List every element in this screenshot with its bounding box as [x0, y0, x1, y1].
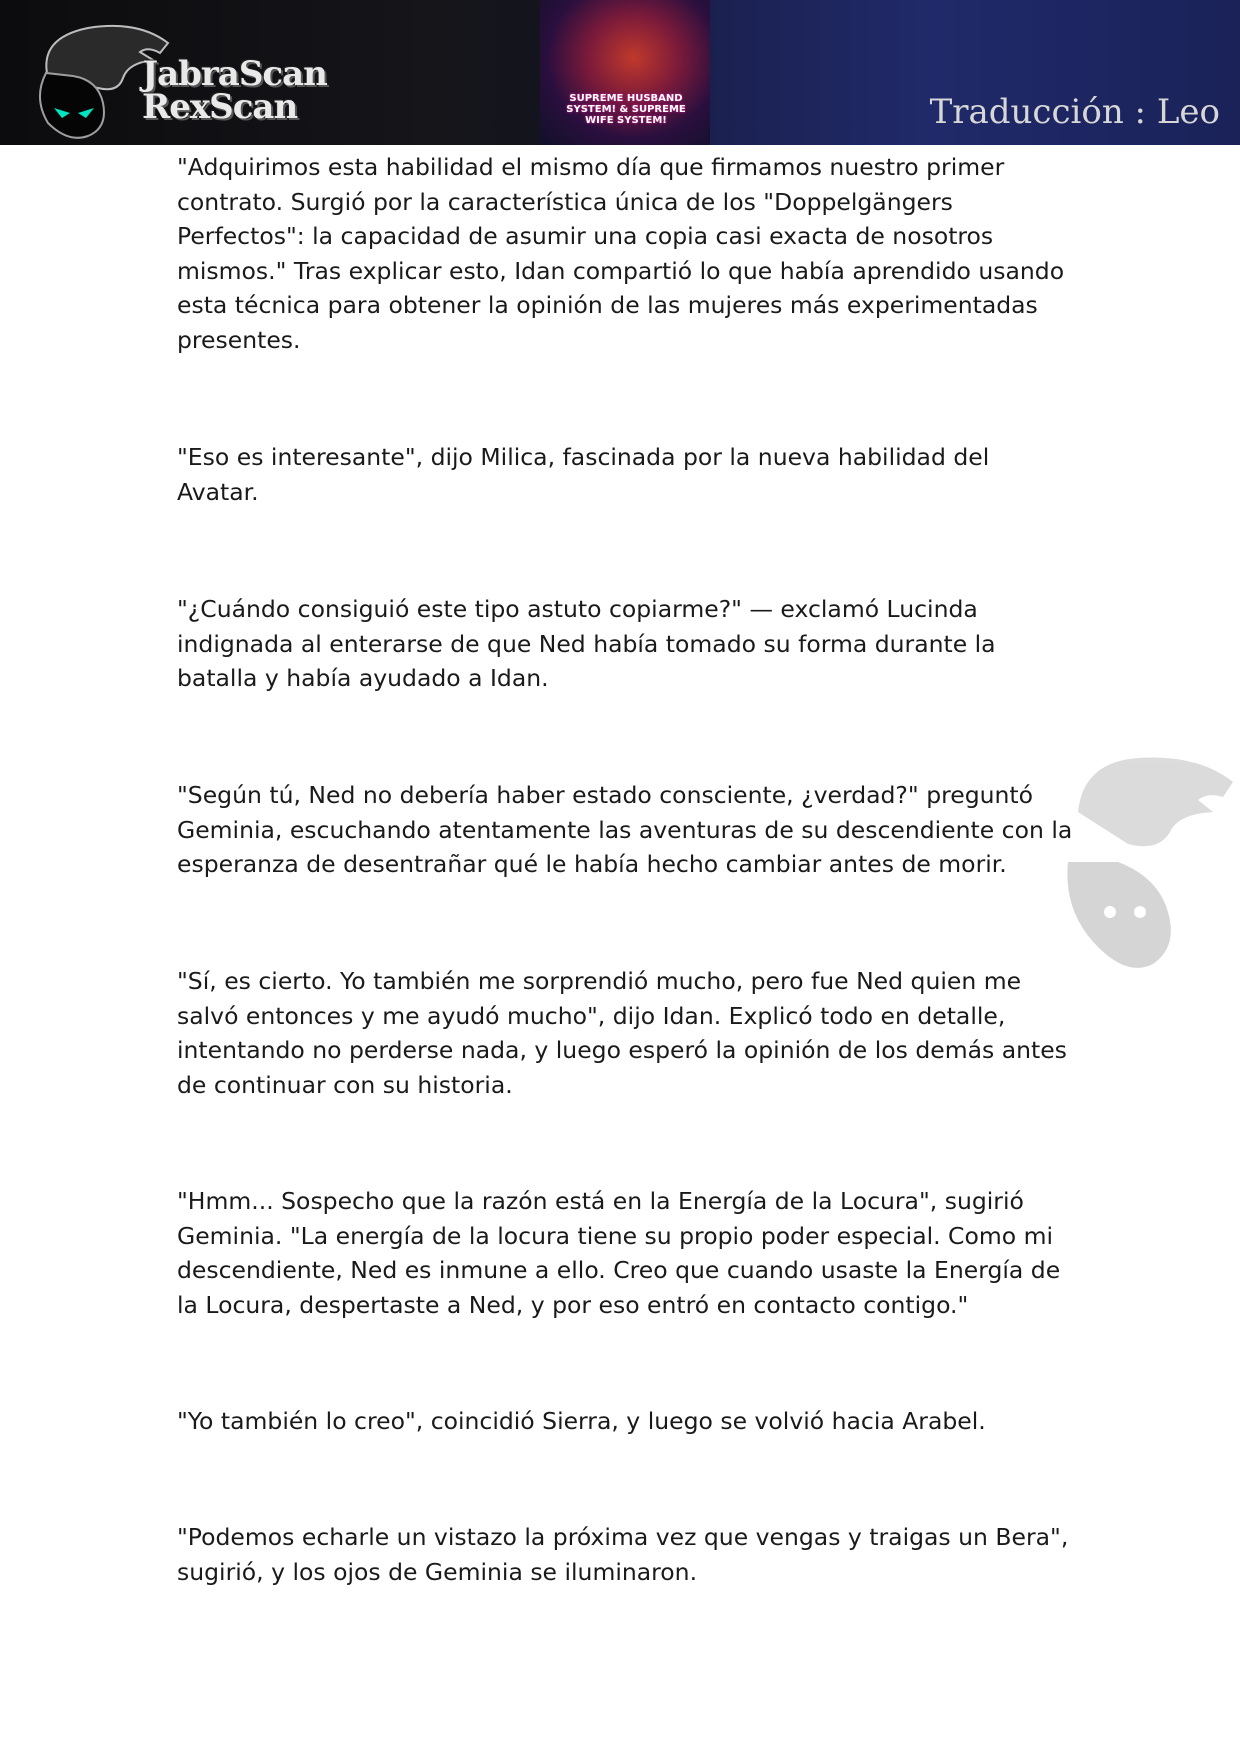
header-banner — [0, 0, 1240, 145]
paragraph-8: "Podemos echarle un vistazo la próxima vez que vengas y traigas un Bera", sugirió, y los ojos de Geminia se iluminaron. — [177, 1523, 1069, 1586]
dinosaur-head-watermark-icon — [1058, 752, 1238, 982]
paragraph-4: "Según tú, Ned no debería haber estado consciente, ¿verdad?" preguntó Geminia, escuchando atentamente las aventuras de su descendiente con la esperanza de desentrañar qué le había hecho cambiar antes de morir. — [177, 781, 1073, 879]
paragraph-5: "Sí, es cierto. Yo también me sorprendió mucho, pero fue Ned quien me salvó entonces y me ayudó mucho", dijo Idan. Explicó todo en detalle, intentando no perderse nada, y luego esperó la opinión de los demás antes de continuar con su historia. — [177, 967, 1067, 1099]
cover-title-line-1: SUPREME HUSBAND — [569, 93, 683, 104]
brand-line-1: JabraScan — [142, 54, 327, 94]
paragraph-1: "Adquirimos esta habilidad el mismo día que firmamos nuestro primer contrato. Surgió por la característica única de los "Doppelgängers Perfectos": la capacidad de asumir una copia casi exacta de nosotros mismos." Tras explicar esto, Idan compartió lo que había aprendido usando esta técnica para obtener la opinión de las mujeres más experimentadas presentes. — [177, 153, 1065, 354]
cover-title-line-2: SYSTEM! & SUPREME — [566, 104, 686, 115]
paragraph-7: "Yo también lo creo", coincidió Sierra, y luego se volvió hacia Arabel. — [177, 1407, 986, 1435]
brand-line-2: RexScan — [142, 87, 298, 127]
paragraph-6: "Hmm... Sospecho que la razón está en la Energía de la Locura", sugirió Geminia. "La energía de la locura tiene su propio poder especial. Como mi descendiente, Ned es inmune a ello. Creo que cuando usaste la Energía de la Locura, despertaste a Ned, y por eso entró en contacto contigo." — [177, 1187, 1061, 1319]
translator-credit: Traducción : Leo — [929, 92, 1220, 132]
cover-title — [566, 93, 686, 126]
cover-title-line-3: WIFE SYSTEM! — [585, 115, 667, 126]
paragraph-2: "Eso es interesante", dijo Milica, fascinada por la nueva habilidad del Avatar. — [177, 443, 990, 506]
paragraph-3: "¿Cuándo consiguió este tipo astuto copiarme?" — exclamó Lucinda indignada al enterarse de que Ned había tomado su forma durante la batalla y había ayudado a Idan. — [177, 595, 996, 693]
brand-name — [142, 54, 327, 127]
